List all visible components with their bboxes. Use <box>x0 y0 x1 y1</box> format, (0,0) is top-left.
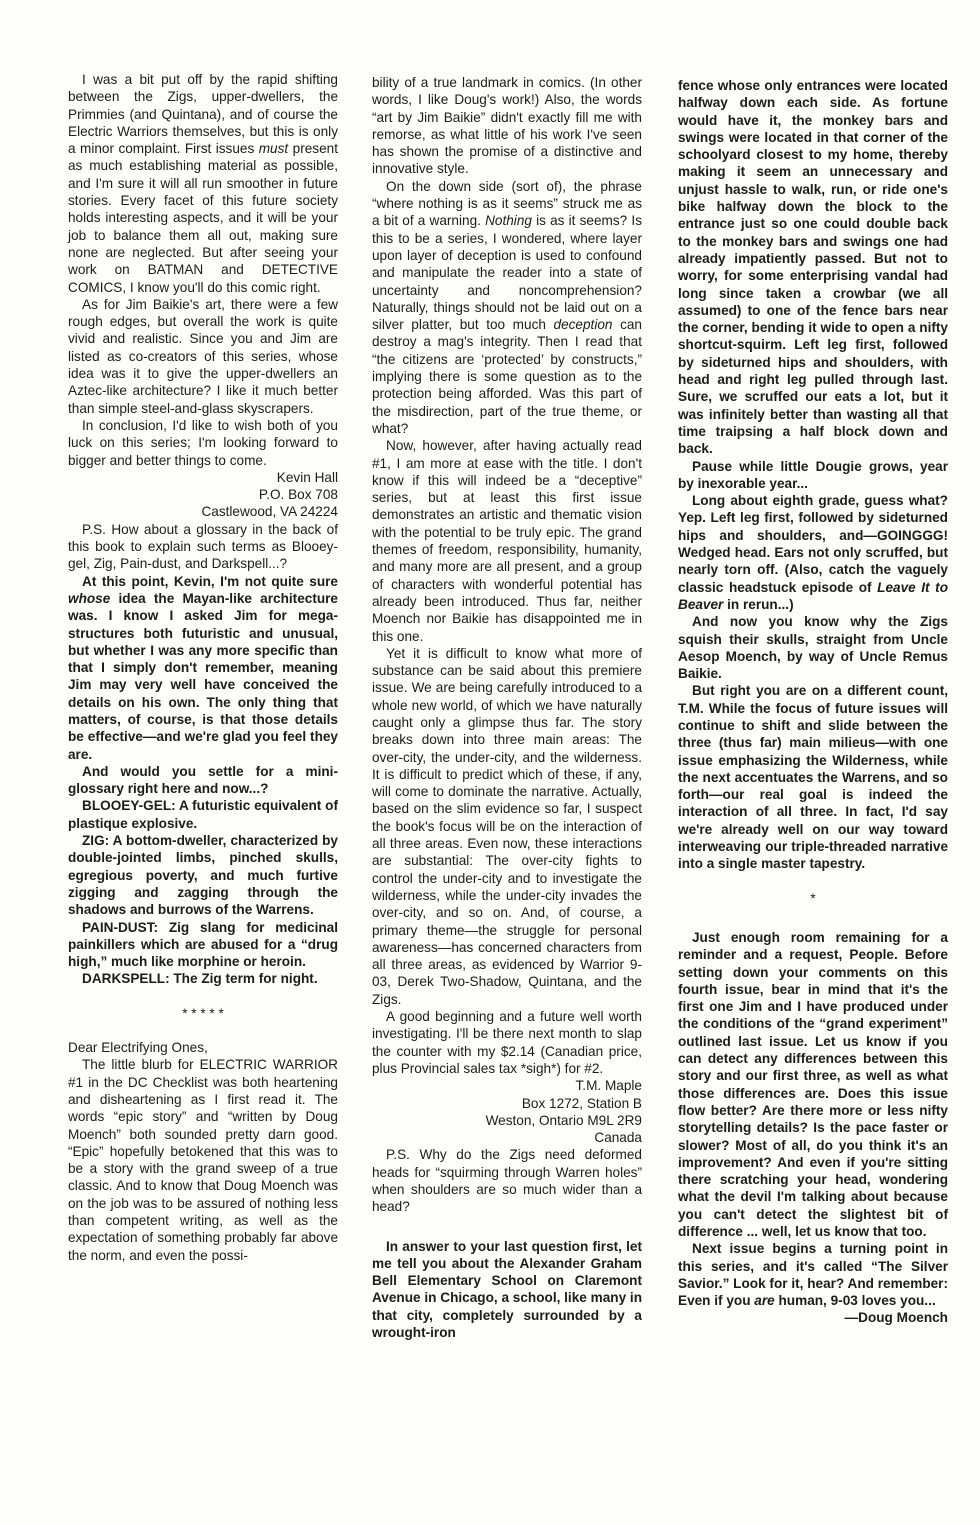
text-run: P.S. Why do the Zigs need deformed heads for “squirming through Warren holes” when shoulders are so much wider than a head? <box>372 1147 642 1215</box>
text-run: But right you are on a different count, T.M. While the focus of future issues will continue to shift and slide between the three (thus far) main milieus—with one issue emphasizing the Wilderness, while the next accentuates the Warrens, and so forth—our real goal is indeed the interaction of all three. In fact, I'd say we're already well on our way toward interweaving our triple-threaded narrative into a single master tapestry. <box>678 683 948 872</box>
text-run: As for Jim Baikie's art, there were a few rough edges, but overall the work is quite vivid and realistic. Since you and Jim are listed as co-creators of this series, whose idea was it to give the upper-dwellers an Aztec-like architecture? I like it much better than simple steel-and-glass skyscrapers. <box>68 296 338 416</box>
signature-line: Weston, Ontario M9L 2R9 <box>485 1112 642 1128</box>
signature-line: —Doug Moench <box>844 1310 948 1326</box>
text-run: ZIG: A bottom-dweller, characterized by double-jointed limbs, pinched skulls, egregious poverty, and much furtive zigging and zagging through the shadows and burrows of the Warrens. <box>68 833 338 918</box>
signature-line: Castlewood, VA 24224 <box>201 504 338 520</box>
letter-paragraph <box>68 1039 338 1056</box>
letter-paragraph <box>68 521 338 573</box>
text-run: And would you settle for a mini-glossary right here and now...? <box>68 763 338 797</box>
text-run: BLOOEY-GEL: A futuristic equivalent of plastique explosive. <box>68 798 338 831</box>
text-run: At this point, Kevin, I'm not quite sure <box>82 573 338 589</box>
editor-reply-paragraph <box>678 929 948 1240</box>
italic-text-run: are <box>754 1293 775 1309</box>
text-run: Long about eighth grade, guess what? Yep. Left leg first, followed by sideturned hips and shoulders, and—GOINGGG! Wedged head. Ears not only scruffed, but nearly torn off. (Also, catch the vaguely classic headstuck episode of <box>678 493 948 595</box>
editor-reply-paragraph <box>68 573 338 763</box>
column-left <box>68 71 338 1264</box>
letter-paragraph <box>372 645 642 1008</box>
text-run: Pause while little Dougie grows, year by inexorable year... <box>678 458 948 491</box>
text-run: P.S. How about a glossary in the back of this book to explain such terms as Blooey-gel, Zig, Pain-dust, and Darkspell...? <box>68 521 338 572</box>
text-run: in rerun...) <box>723 596 794 612</box>
text-run: Next issue begins a turning point in this series, and it's called “The Silver Savior.” Look for it, hear? And remember: Even if you <box>678 1241 948 1309</box>
text-run: On the down side (sort of), the phrase “where nothing is as it seems” struck me as a bit of a warning. <box>372 178 642 229</box>
editor-reply-paragraph <box>68 919 338 971</box>
signature-line: P.O. Box 708 <box>258 487 338 503</box>
italic-text-run: whose <box>68 590 111 606</box>
editor-reply-paragraph <box>678 77 948 458</box>
letter-paragraph <box>372 1146 642 1215</box>
italic-text-run: Leave It to Beaver <box>678 579 948 612</box>
editor-reply-paragraph <box>68 763 338 798</box>
signature-line: Canada <box>594 1130 642 1146</box>
italic-text-run: Nothing <box>485 213 532 229</box>
editor-reply-paragraph <box>68 832 338 918</box>
text-run: present as much establishing material as possible, and I'm sure it will all run smoother in future stories. Every facet of this future society holds interesting aspects, and it will be your job to balance them all out, making sure none are neglected. But after seeing your work on BATMAN and DETECTIVE COMICS, I know you'll do this comic right. <box>68 141 338 295</box>
signature-line: T.M. Maple <box>575 1078 642 1094</box>
letter-paragraph <box>372 1008 642 1077</box>
text-run: In answer to your last question first, let me tell you about the Alexander Graham Bell Elementary School on Claremont Avenue in Chicago, a school, like many in that city, completely surrounded by a wrought-iron <box>372 1238 642 1341</box>
editor-reply-paragraph <box>678 492 948 613</box>
editor-reply-paragraph <box>678 682 948 872</box>
text-run: is as it seems? Is this to be a series, I wondered, where layer upon layer of deception is used to confound and manipulate the reader into a state of uncertainty and noncomprehension? Naturally, things should not be laid out on a silver platter, but too much <box>372 213 642 333</box>
text-run: bility of a true landmark in comics. (In other words, I like Doug's work!) Also, the words “art by Jim Baikie” didn't exactly fill me with remorse, as what little of his work I've seen has shown the promise of a distinctive and innovative style. <box>372 75 642 177</box>
spacer <box>678 873 948 890</box>
text-run: And now you know why the Zigs squish their skulls, straight from Uncle Aesop Moench, by way of Uncle Remus Baikie. <box>678 614 948 682</box>
spacer <box>678 907 948 929</box>
text-run: fence whose only entrances were located halfway down each side. As fortune would have it, the monkey bars and swings were located in that corner of the schoolyard closest to my home, thereby making it seem an unnecessary and unjust hassle to walk, run, or ride one's bike halfway down the block to the entrance just so one could double back to the monkey bars and swings one had already impatiently passed. But not to worry, for some enterprising vandal had long since taken a crowbar (we all assumed) to one of the fence bars near the corner, bending it wide to open a nifty shortcut-squirm. Left leg first, followed by sideturned hips and shoulders, with head and right leg pulled through last. Sure, we scruffed our eats a lot, but it was infinitely better than wasting all that time traipsing a half block down and back. <box>678 78 948 457</box>
italic-text-run: must <box>258 141 289 157</box>
text-run: Yet it is difficult to know what more of substance can be said about this premiere issue. We are being carefully introduced to a whole new world, of which we have naturally caught only a glimpse thus far. The story breaks down into three main areas: The over-city, the under-city, and the wilderness. It is difficult to predict which of these, if any, will come to dominate the narrative. Actually, based on the slim evidence so far, I suspect the book's focus will be on the interaction of all three areas. Even now, these interactions are substantial: The over-city fights to control the under-city and to investigate the wilderness, while the under-city invades the over-city, and so on. And, of course, a primary theme—the struggle for personal awareness—has concerned characters from all three areas, as evidenced by Warrior 9-03, Derek Two-Shadow, Quintana, and the Zigs. <box>372 645 642 1007</box>
column-middle <box>372 74 642 1341</box>
signature-block <box>68 469 338 521</box>
text-run: A good beginning and a future well worth investigating. I'll be there next month to slap the counter with my $2.14 (Canadian price, plus Provincial sales tax *sigh*) for #2. <box>372 1009 642 1076</box>
spacer <box>68 1022 338 1039</box>
spacer <box>68 988 338 1005</box>
section-divider: * * * * * <box>182 1005 224 1021</box>
editor-reply-paragraph <box>68 797 338 832</box>
column-right <box>678 77 948 1327</box>
letter-paragraph <box>372 74 642 178</box>
letter-paragraph <box>68 71 338 296</box>
letter-paragraph <box>372 178 642 437</box>
letter-paragraph <box>68 296 338 417</box>
spacer <box>372 1216 642 1238</box>
signature-line: Kevin Hall <box>276 469 338 485</box>
text-run: Just enough room remaining for a reminder and a request, People. Before setting down your comments on this fourth issue, bear in mind that it's the first one Jim and I have produced under the conditions of the “grand experiment” outlined last issue. Let us know if you can detect any differences between this story and our first three, as well as what those differences are. Does this issue flow better? Are there more or less nifty storytelling details? Is the pace faster or slower? Most of all, do you think it's an improvement? And even if you're sitting there scratching your head, wondering what the devil I'm talking about because you can't detect the slightest bit of difference ... well, let us know that too. <box>678 929 948 1239</box>
text-run: Now, however, after having actually read #1, I am more at ease with the title. I don't know if this will indeed be a “deceptive” series, but at least this first issue demonstrates an artistic and thematic vision with the potential to be truly epic. The grand themes of freedom, responsibility, humanity, and many more are all present, and a group of characters with wonderful potential has already been introduced. Thus far, neither Moench nor Baikie has disappointed me in this one. <box>372 438 642 644</box>
editor-reply-paragraph <box>678 1240 948 1309</box>
text-run: PAIN-DUST: Zig slang for medicinal painkillers which are abused for a “drug high,” much like morphine or heroin. <box>68 919 338 970</box>
letter-paragraph <box>68 1056 338 1264</box>
italic-text-run: deception <box>553 317 613 333</box>
text-run: can destroy a mag's integrity. Then I read that “the citizens are ‘protected’ by constructs,” implying there is some question as to the protection being afforded. Was this part of the misdirection, part of the true theme, or what? <box>372 317 642 436</box>
editor-reply-paragraph <box>372 1238 642 1342</box>
text-run: I was a bit put off by the rapid shifting between the Zigs, upper-dwellers, the Primmies (and Quintana), and of course the Electric Warriors themselves, but this is only a minor complaint. First issues <box>68 72 338 157</box>
text-run: DARKSPELL: The Zig term for night. <box>82 971 318 987</box>
signature-line: Box 1272, Station B <box>521 1095 642 1111</box>
editor-reply-paragraph <box>678 613 948 682</box>
signature-block <box>372 1077 642 1146</box>
editor-reply-paragraph <box>678 458 948 493</box>
letter-paragraph <box>372 437 642 645</box>
text-run: Dear Electrifying Ones, <box>68 1040 208 1056</box>
letter-paragraph <box>68 417 338 469</box>
signature-block <box>678 1309 948 1326</box>
text-run: The little blurb for ELECTRIC WARRIOR #1 in the DC Checklist was both heartening and disheartening as I first read it. The words “epic story” and “written by Doug Moench” both sounded pretty darn good. “Epic” hopefully betokened that this was to be a story with the grand sweep of a true classic. And to know that Doug Moench was on the job was to be assured of nothing less than competent writing, as well as the expectation of something probably far above the norm, and even the possi- <box>68 1057 338 1263</box>
text-run: idea the Mayan-like architecture was. I know I asked Jim for mega-structures both futuristic and unusual, but whether I was any more specific than that I simply don't remember, meaning Jim may very well have conceived the details on his own. The only thing that matters, of course, is that those details be effective—and we're glad you feel they are. <box>68 590 338 762</box>
section-divider: * <box>810 890 816 906</box>
text-run: human, 9-03 loves you... <box>774 1293 936 1309</box>
editor-reply-paragraph <box>68 970 338 987</box>
text-run: In conclusion, I'd like to wish both of you luck on this series; I'm looking forward to bigger and better things to come. <box>68 417 338 468</box>
